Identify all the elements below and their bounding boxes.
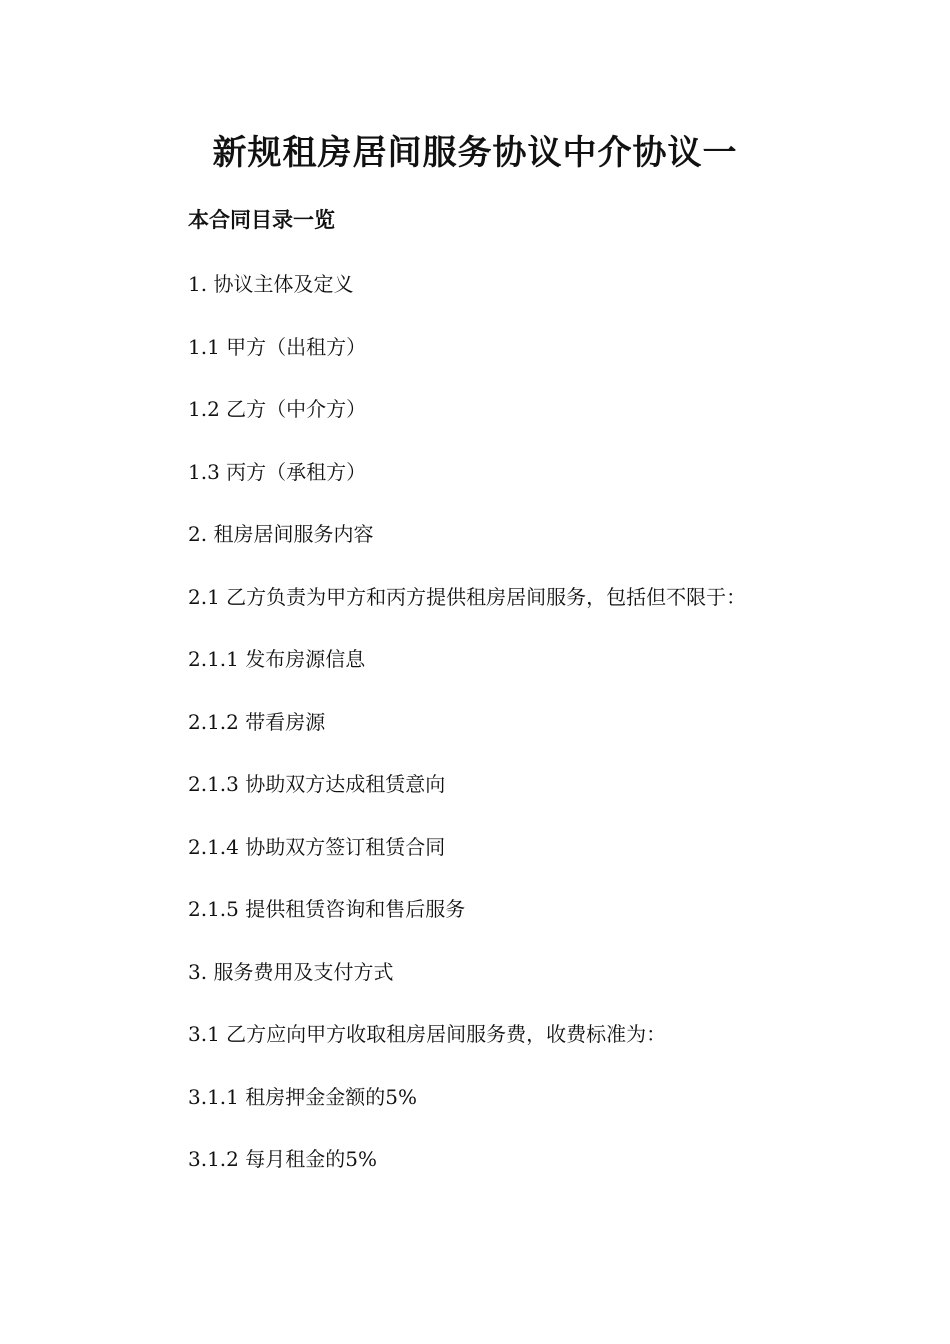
toc-item: 2.1 乙方负责为甲方和丙方提供租房居间服务，包括但不限于： bbox=[188, 584, 747, 609]
toc-list bbox=[188, 268, 888, 1206]
toc-item: 3. 服务费用及支付方式 bbox=[188, 959, 394, 984]
toc-item: 1. 协议主体及定义 bbox=[188, 272, 354, 296]
document-title: 新规租房居间服务协议中介协议一 bbox=[212, 133, 738, 173]
toc-item: 3.1.2 每月租金的5% bbox=[188, 1147, 377, 1171]
toc-heading: 本合同目录一览 bbox=[188, 207, 335, 232]
toc-item: 3.1.1 租房押金金额的5% bbox=[188, 1084, 417, 1109]
toc-item: 2.1.4 协助双方签订租赁合同 bbox=[188, 834, 446, 859]
toc-item: 2.1.3 协助双方达成租赁意向 bbox=[188, 772, 446, 796]
toc-item: 2. 租房居间服务内容 bbox=[188, 522, 374, 546]
toc-item: 1.1 甲方（出租方） bbox=[188, 334, 367, 359]
toc-item: 2.1.2 带看房源 bbox=[188, 709, 326, 734]
toc-item: 3.1 乙方应向甲方收取租房居间服务费，收费标准为： bbox=[188, 1022, 667, 1046]
toc-item: 2.1.1 发布房源信息 bbox=[188, 647, 366, 671]
toc-item: 2.1.5 提供租赁咨询和售后服务 bbox=[188, 897, 466, 921]
toc-item: 1.3 丙方（承租方） bbox=[188, 459, 367, 484]
toc-item: 1.2 乙方（中介方） bbox=[188, 397, 367, 421]
